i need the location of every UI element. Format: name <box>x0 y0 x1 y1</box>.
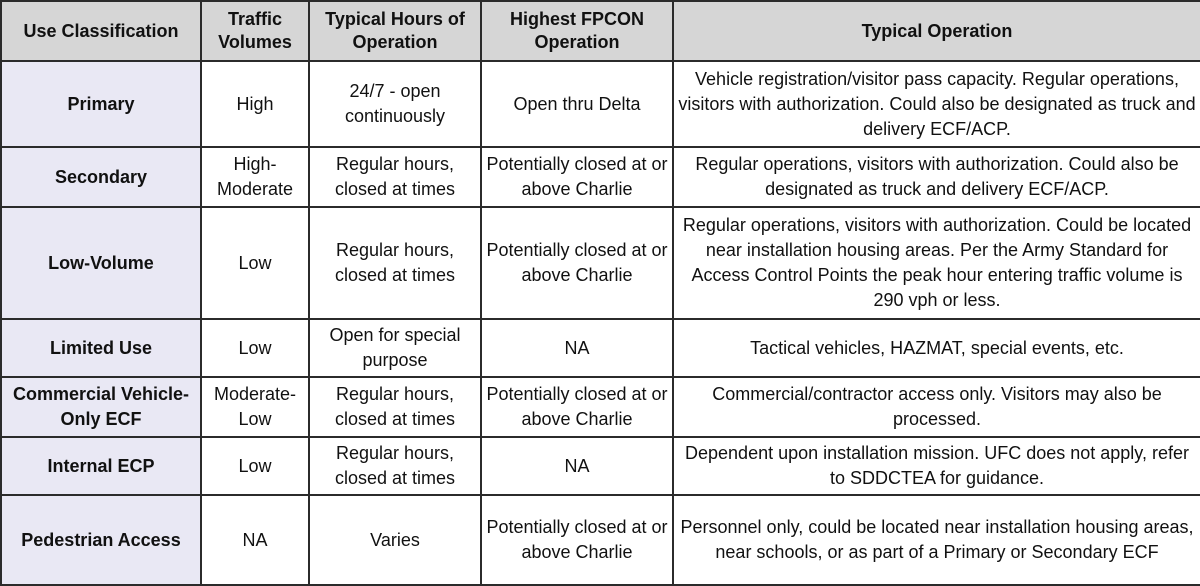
cell-fpcon: Potentially closed at or above Charlie <box>481 207 673 319</box>
cell-traffic-volume: Moderate-Low <box>201 377 309 437</box>
header-row <box>1 1 1200 61</box>
table-row-internal-ecp <box>1 437 1200 495</box>
cell-classification: Primary <box>1 61 201 147</box>
header-hours-of-operation: Typical Hours of Operation <box>309 1 481 61</box>
table-row-commercial-vehicle <box>1 377 1200 437</box>
cell-operation: Dependent upon installation mission. UFC does not apply, refer to SDDCTEA for guidance. <box>673 437 1200 495</box>
table-row-primary <box>1 61 1200 147</box>
cell-operation: Vehicle registration/visitor pass capacity. Regular operations, visitors with authorization. Could also be designated as truck and delivery ECF/ACP. <box>673 61 1200 147</box>
cell-hours: Regular hours, closed at times <box>309 207 481 319</box>
cell-hours: Regular hours, closed at times <box>309 147 481 207</box>
header-traffic-volumes: Traffic Volumes <box>201 1 309 61</box>
table-row-limited-use <box>1 319 1200 377</box>
cell-classification: Internal ECP <box>1 437 201 495</box>
cell-operation: Regular operations, visitors with authorization. Could also be designated as truck and delivery ECF/ACP. <box>673 147 1200 207</box>
cell-operation: Personnel only, could be located near installation housing areas, near schools, or as part of a Primary or Secondary ECF <box>673 495 1200 585</box>
cell-fpcon: Potentially closed at or above Charlie <box>481 495 673 585</box>
header-highest-fpcon: Highest FPCON Operation <box>481 1 673 61</box>
table-row-secondary <box>1 147 1200 207</box>
cell-operation: Commercial/contractor access only. Visitors may also be processed. <box>673 377 1200 437</box>
cell-traffic-volume: Low <box>201 437 309 495</box>
cell-operation: Tactical vehicles, HAZMAT, special events, etc. <box>673 319 1200 377</box>
cell-classification: Secondary <box>1 147 201 207</box>
header-typical-operation: Typical Operation <box>673 1 1200 61</box>
cell-fpcon: Open thru Delta <box>481 61 673 147</box>
cell-hours: Regular hours, closed at times <box>309 437 481 495</box>
cell-traffic-volume: NA <box>201 495 309 585</box>
cell-hours: Regular hours, closed at times <box>309 377 481 437</box>
cell-fpcon: NA <box>481 437 673 495</box>
cell-operation: Regular operations, visitors with authorization. Could be located near installation housing areas. Per the Army Standard for Access Control Points the peak hour entering traffic volume is 290 vph or less. <box>673 207 1200 319</box>
cell-classification: Pedestrian Access <box>1 495 201 585</box>
header-use-classification: Use Classification <box>1 1 201 61</box>
cell-classification: Low-Volume <box>1 207 201 319</box>
cell-traffic-volume: High <box>201 61 309 147</box>
cell-hours: 24/7 - open continuously <box>309 61 481 147</box>
cell-traffic-volume: High-Moderate <box>201 147 309 207</box>
cell-fpcon: Potentially closed at or above Charlie <box>481 377 673 437</box>
cell-hours: Varies <box>309 495 481 585</box>
cell-traffic-volume: Low <box>201 207 309 319</box>
cell-fpcon: NA <box>481 319 673 377</box>
cell-fpcon: Potentially closed at or above Charlie <box>481 147 673 207</box>
cell-classification: Limited Use <box>1 319 201 377</box>
table-row-pedestrian-access <box>1 495 1200 585</box>
cell-traffic-volume: Low <box>201 319 309 377</box>
table-row-low-volume <box>1 207 1200 319</box>
cell-hours: Open for special purpose <box>309 319 481 377</box>
cell-classification: Commercial Vehicle-Only ECF <box>1 377 201 437</box>
